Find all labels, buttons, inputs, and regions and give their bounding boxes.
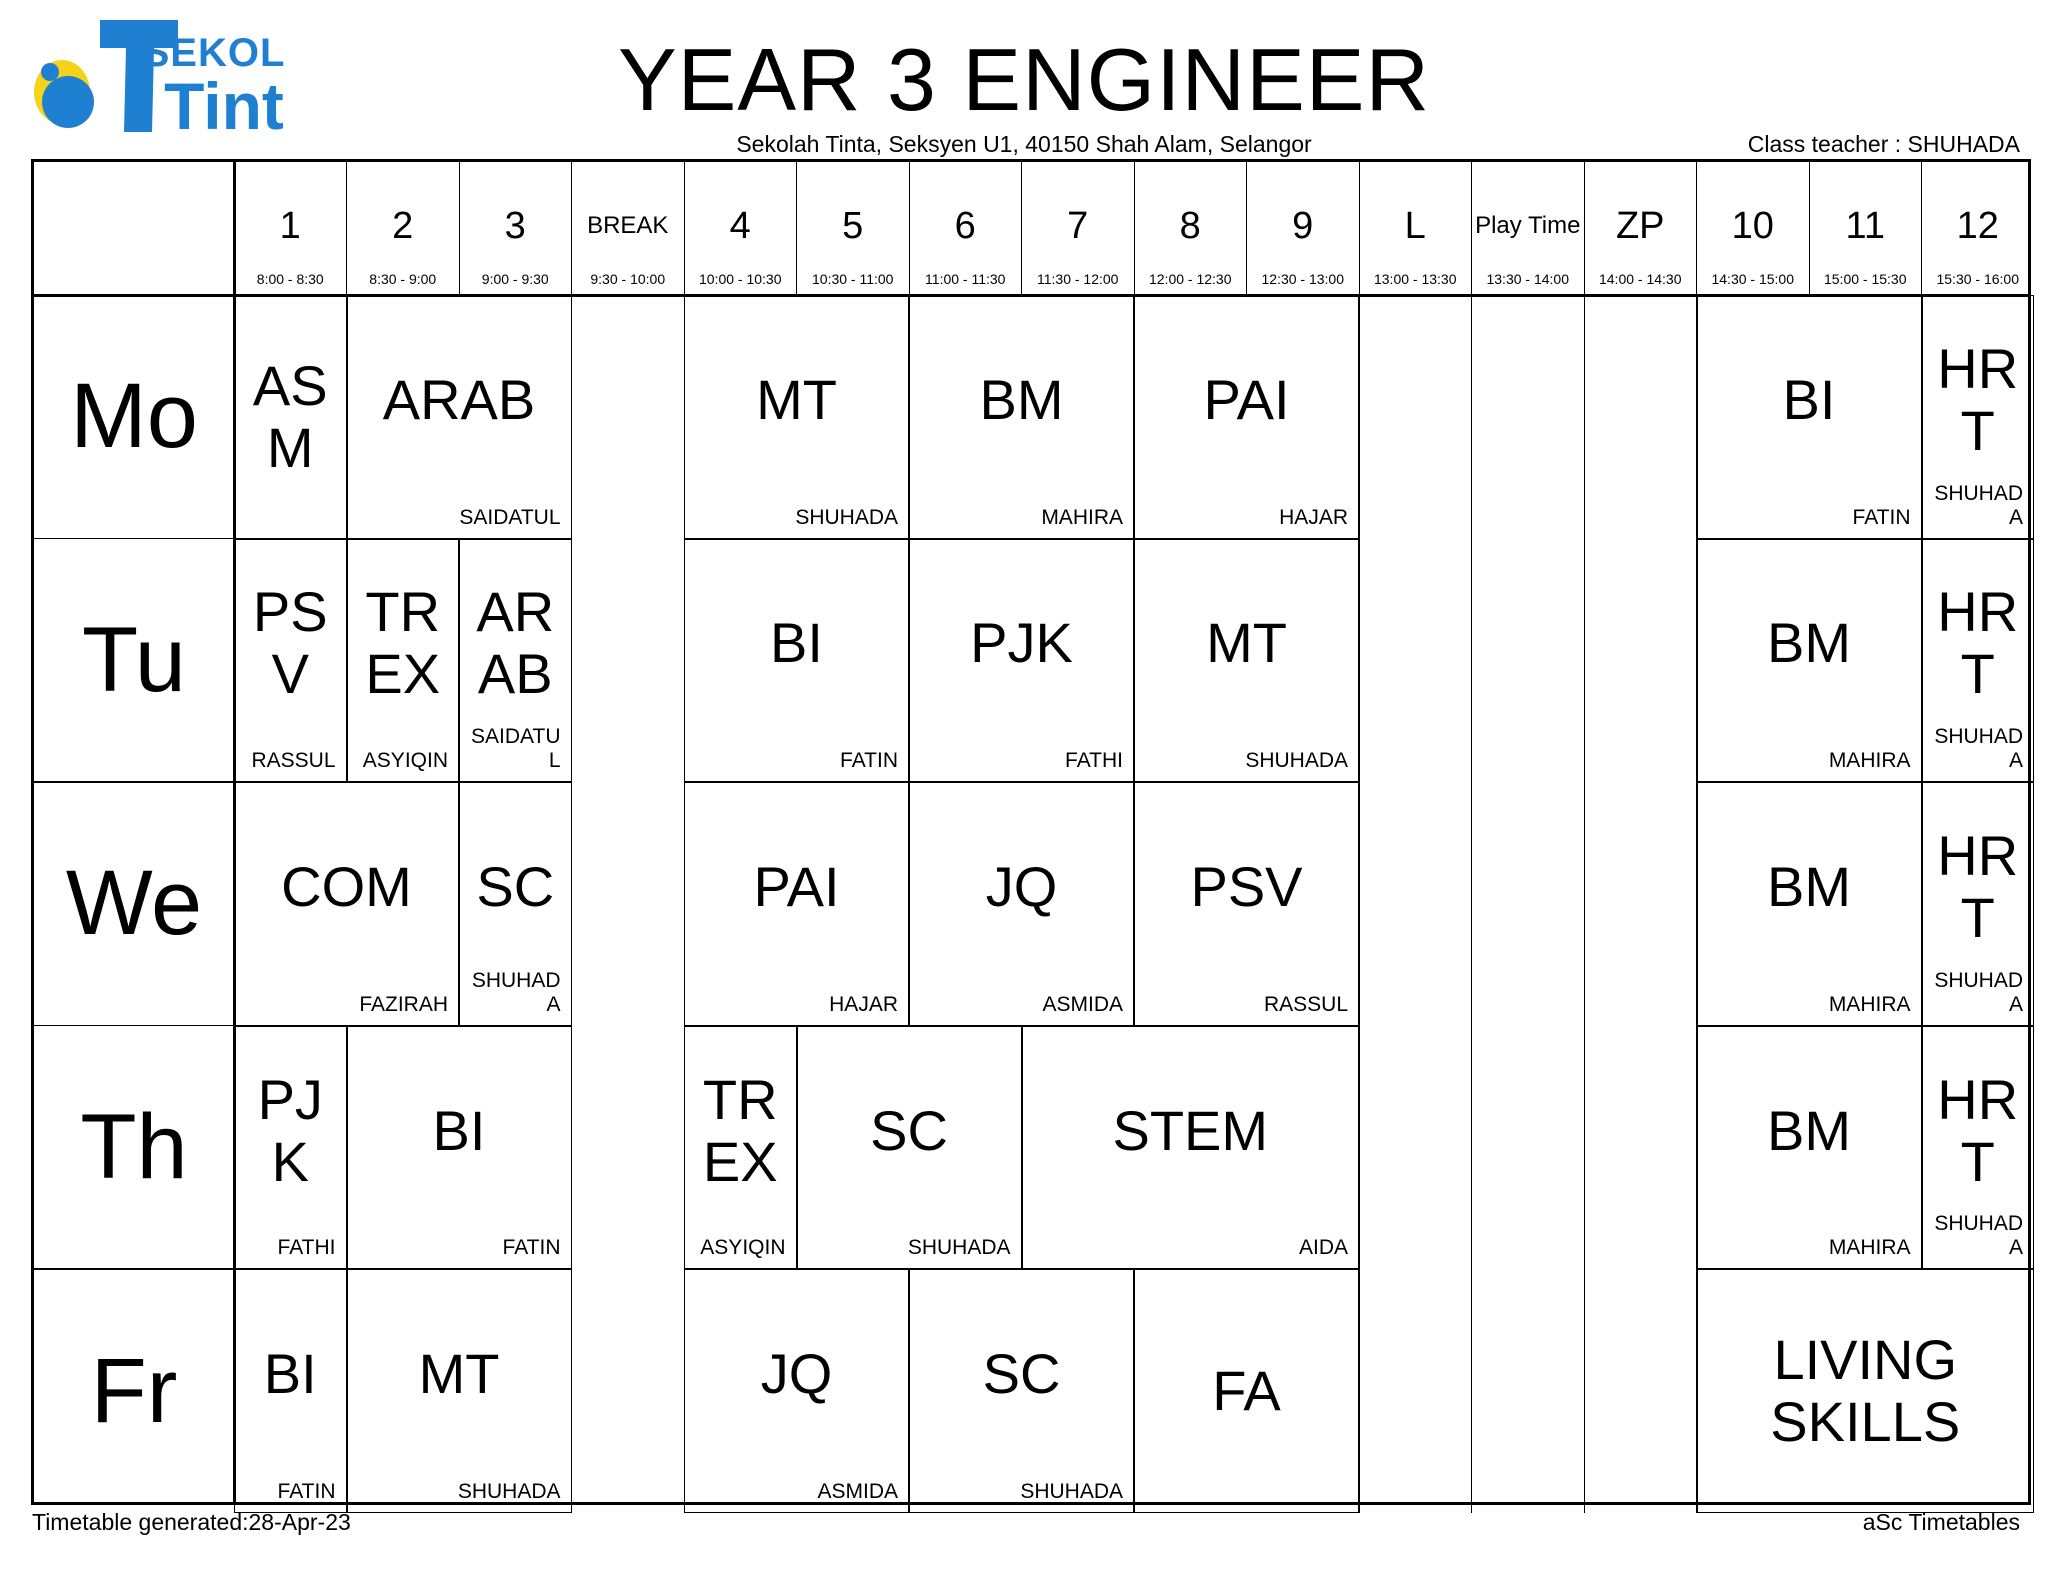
empty-column-border: [571, 539, 572, 783]
lesson-teacher: FATIN: [277, 1479, 336, 1503]
empty-column-border: [1584, 295, 1585, 539]
empty-column-border: [571, 1269, 572, 1513]
lesson-subject: TREX: [365, 580, 441, 706]
lesson-cell[interactable]: [1022, 1026, 1360, 1270]
empty-column-border: [1359, 1269, 1360, 1513]
lesson-teacher: SHUHADA: [795, 505, 898, 529]
period-label: L: [1404, 205, 1426, 247]
header-divider: [1471, 162, 1472, 295]
lesson-teacher: MAHIRA: [1828, 1236, 1911, 1260]
day-label: Tu: [82, 608, 186, 711]
lesson-cell[interactable]: [684, 1269, 909, 1513]
lesson-subject: JQ: [985, 854, 1058, 918]
empty-column-border: [571, 782, 572, 1026]
period-label: BREAK: [587, 212, 669, 239]
lesson-cell[interactable]: [684, 539, 909, 783]
lesson-cell[interactable]: [234, 1269, 347, 1513]
lesson-teacher: FATIN: [502, 1236, 561, 1260]
header-divider: [571, 162, 572, 295]
period-time: 14:00 - 14:30: [1598, 271, 1682, 287]
lesson-subject: SC: [982, 1342, 1061, 1406]
empty-column-border: [1471, 295, 1472, 539]
period-label: 4: [729, 205, 751, 247]
period-label: ZP: [1615, 205, 1665, 247]
lesson-cell[interactable]: [234, 539, 347, 783]
empty-column-border: [571, 1026, 572, 1270]
lesson-teacher: ASMIDA: [817, 1479, 898, 1503]
empty-column-border: [1359, 539, 1360, 783]
lesson-subject: MT: [1206, 611, 1287, 675]
lesson-subject: ARAB: [382, 367, 536, 431]
header-divider: [1359, 162, 1360, 295]
period-label: 12: [1956, 205, 1999, 247]
software-credit: aSc Timetables: [1862, 1509, 2020, 1535]
lesson-subject: TREX: [702, 1067, 778, 1193]
empty-column-border: [1584, 1026, 1585, 1270]
empty-column-border: [684, 782, 685, 1026]
empty-column-border: [1584, 1269, 1585, 1513]
lesson-cell[interactable]: [1922, 1026, 2035, 1270]
empty-column-border: [1696, 782, 1697, 1026]
lesson-subject: BM: [1767, 611, 1851, 675]
header-divider: [684, 162, 685, 295]
empty-column-border: [684, 295, 685, 539]
empty-column-border: [684, 1269, 685, 1513]
lesson-subject: MT: [756, 367, 837, 431]
lesson-subject: SC: [476, 854, 555, 918]
empty-column-border: [1359, 1026, 1360, 1270]
empty-column-border: [1696, 539, 1697, 783]
period-label: 2: [392, 205, 414, 247]
lesson-cell[interactable]: [1697, 295, 1922, 539]
lesson-subject: JQ: [760, 1342, 833, 1406]
period-label: 6: [954, 205, 976, 247]
lesson-teacher: RASSUL: [1263, 992, 1348, 1016]
empty-column-border: [1696, 1269, 1697, 1513]
day-label: We: [65, 852, 203, 955]
period-time: 10:00 - 10:30: [698, 271, 782, 287]
period-time: 15:30 - 16:00: [1936, 271, 2019, 287]
lesson-subject: BM: [1767, 854, 1851, 918]
lesson-subject: BI: [770, 611, 823, 675]
lesson-cell[interactable]: [347, 1026, 572, 1270]
header-divider: [1246, 162, 1247, 295]
lesson-subject: HRT: [1937, 1067, 2019, 1193]
lesson-teacher: ASYIQIN: [700, 1236, 786, 1260]
header-divider: [459, 162, 460, 295]
lesson-cell[interactable]: [909, 539, 1134, 783]
lesson-cell[interactable]: [1697, 1269, 2035, 1513]
lesson-teacher: ASYIQIN: [362, 749, 448, 773]
lesson-cell[interactable]: [909, 1269, 1134, 1513]
timetable-grid: [31, 159, 2031, 1505]
class-teacher: Class teacher : SHUHADA: [1747, 131, 2020, 157]
header-divider: [1696, 162, 1697, 295]
lesson-subject: PAI: [1203, 367, 1290, 431]
day-label: Th: [80, 1096, 188, 1199]
svg-text:Tint: Tint: [164, 69, 284, 143]
lesson-teacher: SHUHADA: [1934, 725, 2023, 773]
header-divider: [1584, 162, 1585, 295]
header-divider: [909, 162, 910, 295]
lesson-cell[interactable]: [459, 539, 572, 783]
lesson-cell[interactable]: [1134, 1269, 1359, 1513]
lesson-teacher: HAJAR: [829, 992, 898, 1016]
empty-column-border: [1584, 539, 1585, 783]
period-label: 9: [1292, 205, 1314, 247]
lesson-teacher: SHUHADA: [1020, 1479, 1123, 1503]
header-divider: [796, 162, 797, 295]
lesson-subject: STEM: [1112, 1098, 1269, 1162]
period-time: 9:30 - 10:00: [590, 271, 666, 287]
empty-column-border: [1471, 782, 1472, 1026]
period-label: Play Time: [1475, 212, 1581, 239]
header-divider: [1809, 162, 1810, 295]
lesson-subject: FA: [1212, 1359, 1281, 1423]
lesson-subject: MT: [418, 1342, 500, 1406]
lesson-teacher: SHUHADA: [457, 1479, 561, 1503]
lesson-cell[interactable]: [1697, 782, 1922, 1026]
lesson-teacher: ASMIDA: [1042, 992, 1123, 1016]
lesson-cell[interactable]: [797, 1026, 1022, 1270]
lesson-teacher: SHUHADA: [471, 968, 561, 1016]
empty-column-border: [1696, 1026, 1697, 1270]
lesson-teacher: SHUHADA: [907, 1236, 1011, 1260]
lesson-subject: BM: [1767, 1098, 1851, 1162]
empty-column-border: [571, 295, 572, 539]
lesson-cell[interactable]: [347, 539, 460, 783]
period-label: 7: [1067, 205, 1089, 247]
lesson-teacher: RASSUL: [251, 749, 336, 773]
lesson-subject: ASM: [252, 353, 328, 479]
header-divider: [1021, 162, 1022, 295]
day-label: Fr: [90, 1339, 178, 1442]
lesson-teacher: FAZIRAH: [359, 992, 448, 1016]
period-label: 8: [1179, 205, 1201, 247]
period-time: 15:00 - 15:30: [1823, 271, 1907, 287]
lesson-cell[interactable]: [459, 782, 572, 1026]
lesson-subject: BI: [432, 1098, 486, 1162]
period-label: 3: [504, 205, 526, 247]
lesson-cell[interactable]: [909, 295, 1134, 539]
empty-column-border: [1471, 1026, 1472, 1270]
lesson-teacher: HAJAR: [1279, 505, 1348, 529]
lesson-subject: PSV: [252, 580, 328, 706]
empty-column-border: [1584, 782, 1585, 1026]
lesson-subject: PJK: [970, 611, 1073, 675]
generated-date: Timetable generated:28-Apr-23: [32, 1509, 351, 1535]
period-time: 13:30 - 14:00: [1486, 271, 1569, 287]
lesson-cell[interactable]: [1134, 539, 1359, 783]
lesson-subject: LIVING SKILLS: [1770, 1328, 1961, 1454]
lesson-cell[interactable]: [1922, 782, 2035, 1026]
svg-text:SEKOL: SEKOL: [142, 31, 286, 75]
lesson-cell[interactable]: [1134, 295, 1359, 539]
lesson-cell[interactable]: [234, 295, 347, 539]
lesson-subject: PJK: [257, 1067, 323, 1193]
lesson-cell[interactable]: [1922, 295, 2035, 539]
lesson-subject: BI: [263, 1342, 317, 1406]
lesson-teacher: FATIN: [1852, 505, 1911, 529]
period-time: 8:30 - 9:00: [369, 271, 437, 287]
lesson-cell[interactable]: [684, 1026, 797, 1270]
lesson-cell[interactable]: [909, 782, 1134, 1026]
period-time: 11:30 - 12:00: [1037, 271, 1119, 287]
lesson-subject: ARAB: [476, 580, 555, 706]
lesson-teacher: SAIDATUL: [459, 505, 561, 529]
period-time: 14:30 - 15:00: [1711, 271, 1794, 287]
period-time: 13:00 - 13:30: [1373, 271, 1457, 287]
lesson-cell[interactable]: [1697, 1026, 1922, 1270]
lesson-cell[interactable]: [347, 295, 572, 539]
lesson-cell[interactable]: [1922, 539, 2035, 783]
period-time: 10:30 - 11:00: [812, 271, 894, 287]
period-time: 12:30 - 13:00: [1261, 271, 1344, 287]
empty-column-border: [684, 1026, 685, 1270]
empty-column-border: [1359, 782, 1360, 1026]
lesson-cell[interactable]: [234, 1026, 347, 1270]
lesson-teacher: SAIDATUL: [471, 725, 561, 773]
period-time: 12:00 - 12:30: [1148, 271, 1232, 287]
lesson-teacher: SHUHADA: [1934, 481, 2023, 529]
lesson-teacher: FATHI: [277, 1236, 336, 1260]
header-divider: [1134, 162, 1135, 295]
lesson-subject: SC: [870, 1098, 948, 1162]
lesson-cell[interactable]: [347, 1269, 572, 1513]
lesson-teacher: SHUHADA: [1934, 968, 2023, 1016]
header-divider: [1921, 162, 1922, 295]
header-divider: [346, 162, 347, 295]
lesson-cell[interactable]: [234, 782, 459, 1026]
empty-column-border: [684, 539, 685, 783]
lesson-teacher: SHUHADA: [1934, 1212, 2023, 1260]
lesson-subject: PAI: [753, 854, 840, 918]
lesson-cell[interactable]: [1134, 782, 1359, 1026]
lesson-subject: HRT: [1937, 336, 2019, 462]
lesson-teacher: MAHIRA: [1041, 505, 1123, 529]
lesson-cell[interactable]: [1697, 539, 1922, 783]
lesson-teacher: SHUHADA: [1245, 749, 1348, 773]
empty-column-border: [1471, 539, 1472, 783]
lesson-subject: COM: [281, 854, 412, 918]
empty-column-border: [1696, 295, 1697, 539]
lesson-teacher: FATIN: [840, 749, 898, 773]
lesson-teacher: MAHIRA: [1828, 992, 1911, 1016]
empty-column-border: [1359, 295, 1360, 539]
lesson-subject: BM: [979, 367, 1064, 431]
period-time: 9:00 - 9:30: [481, 271, 549, 287]
page-title: YEAR 3 ENGINEER: [617, 30, 1431, 129]
lesson-subject: HRT: [1937, 823, 2019, 949]
empty-column-border: [1471, 1269, 1472, 1513]
period-label: 1: [279, 205, 301, 247]
lesson-teacher: MAHIRA: [1828, 749, 1911, 773]
lesson-subject: HRT: [1937, 580, 2019, 706]
lesson-cell[interactable]: [684, 782, 909, 1026]
school-address: Sekolah Tinta, Seksyen U1, 40150 Shah Alam, Selangor: [736, 131, 1312, 157]
lesson-cell[interactable]: [684, 295, 909, 539]
lesson-teacher: FATHI: [1065, 749, 1123, 773]
lesson-teacher: AIDA: [1298, 1236, 1348, 1260]
period-label: 11: [1845, 205, 1885, 247]
day-label: Mo: [70, 365, 198, 468]
period-label: 10: [1731, 205, 1774, 247]
period-time: 8:00 - 8:30: [256, 271, 324, 287]
period-time: 11:00 - 11:30: [925, 271, 1006, 287]
lesson-subject: BI: [1782, 367, 1836, 431]
lesson-subject: PSV: [1190, 854, 1303, 918]
period-label: 5: [842, 205, 864, 247]
